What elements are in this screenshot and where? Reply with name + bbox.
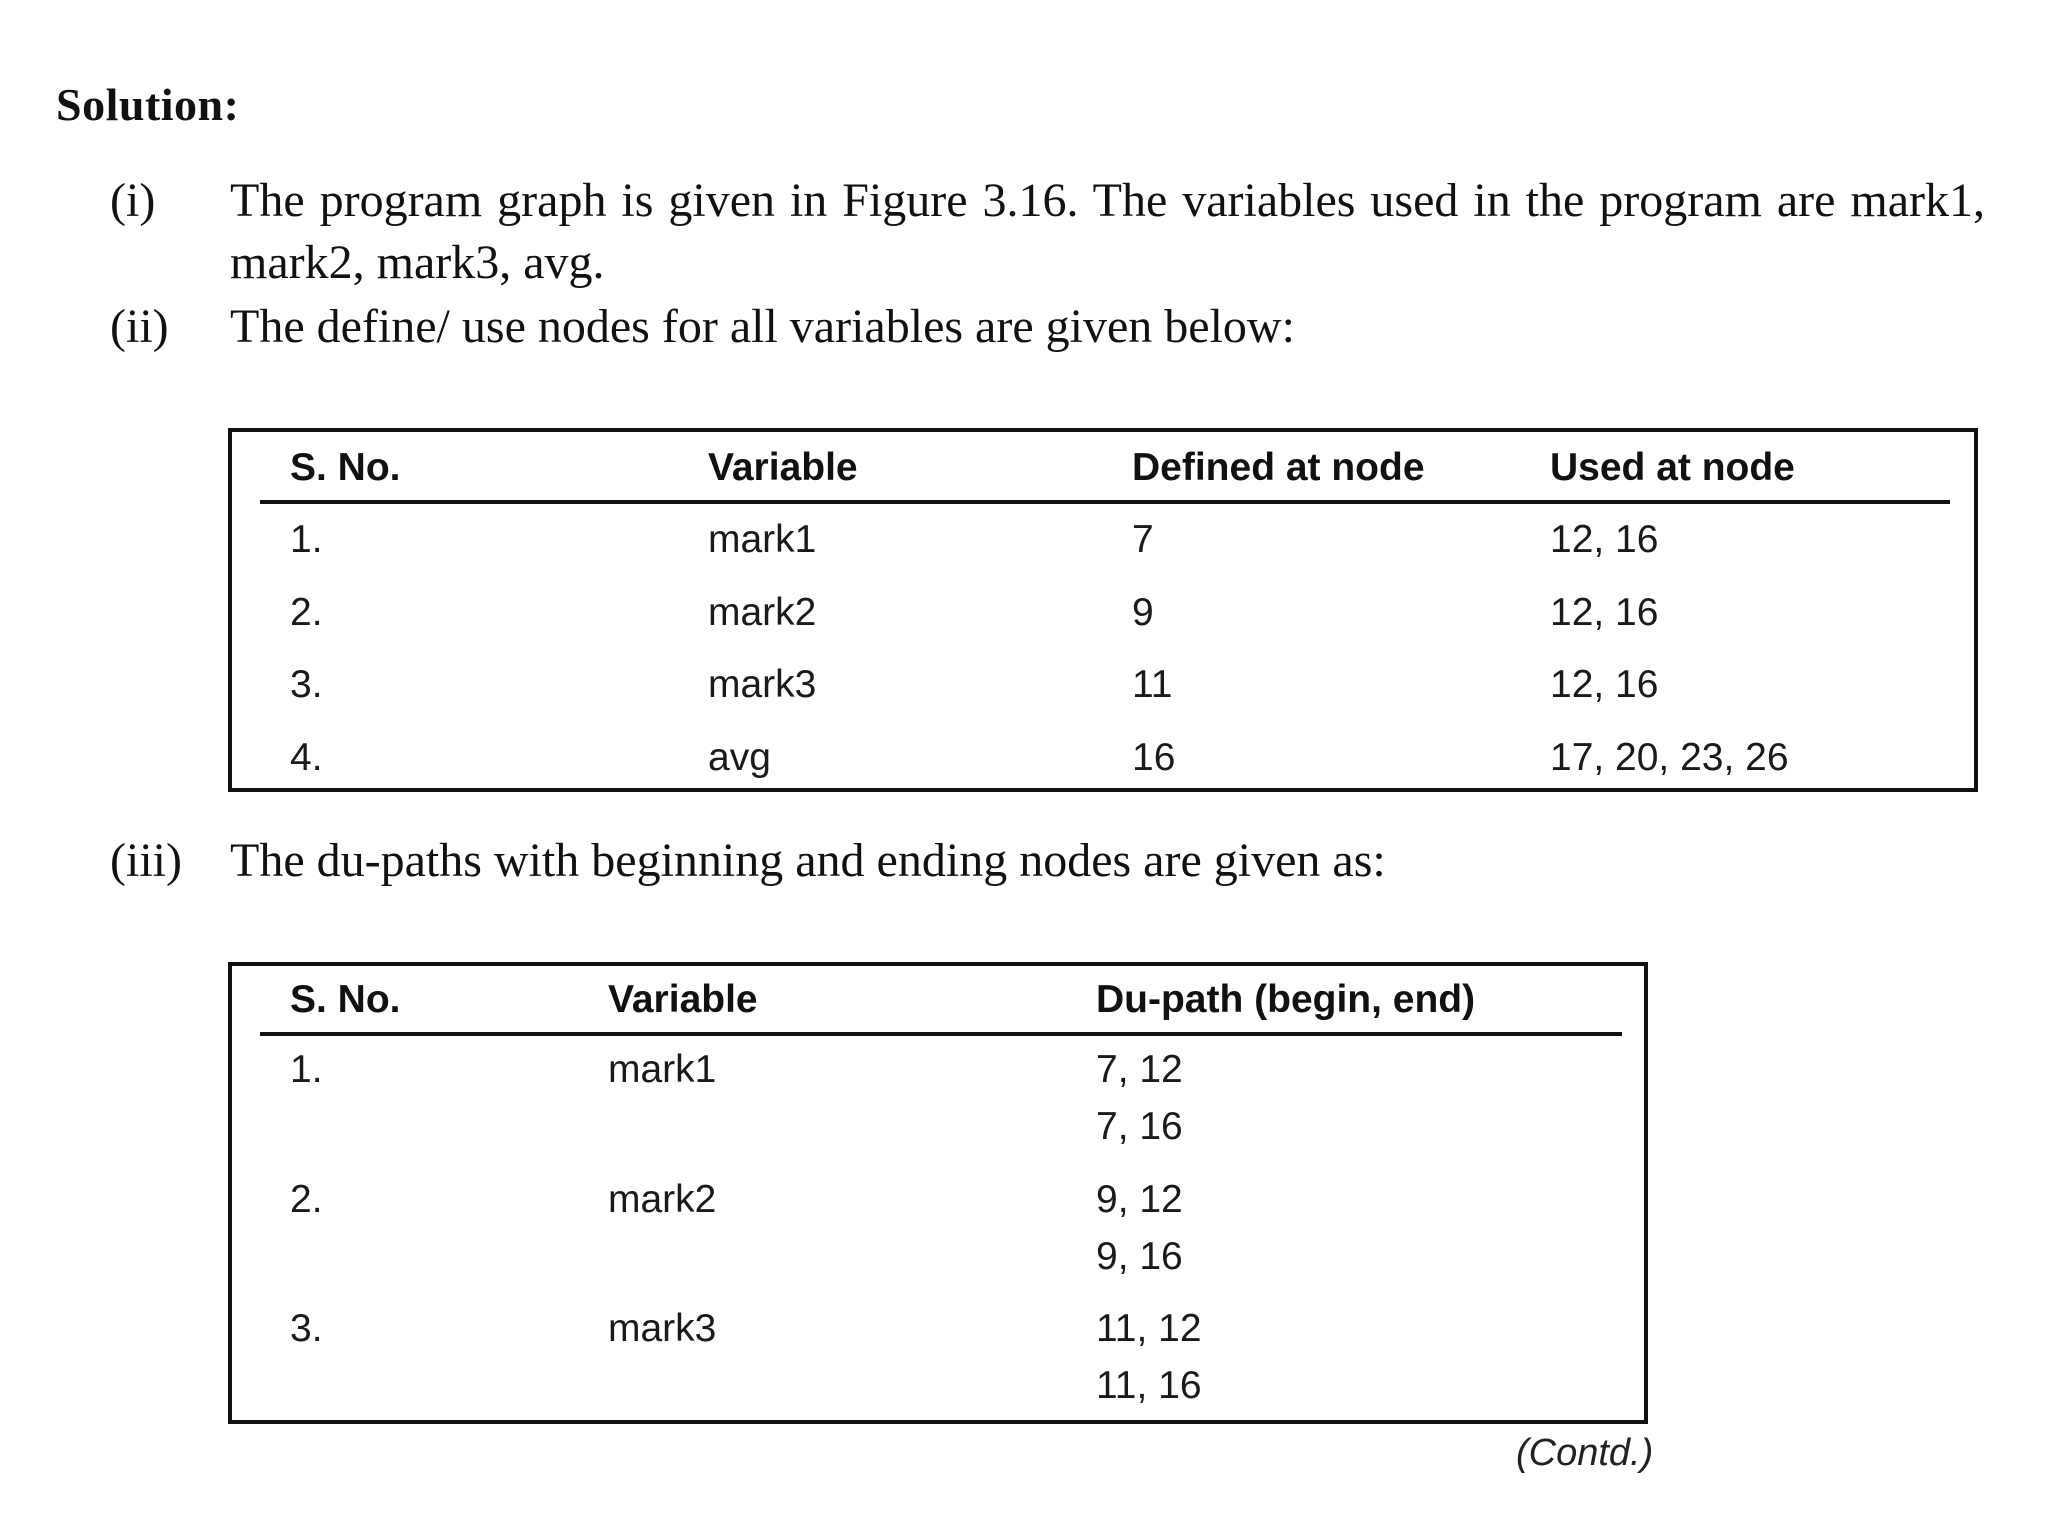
- header-variable: Variable: [708, 446, 858, 489]
- continued-label: (Contd.): [1516, 1432, 1654, 1474]
- header-rule: [260, 1032, 1622, 1036]
- header-defined-at-node: Defined at node: [1132, 446, 1425, 489]
- solution-heading: Solution:: [56, 79, 240, 130]
- table-cell-sno: 2.: [290, 591, 323, 634]
- table-cell-du-path: 7, 12: [1096, 1048, 1183, 1091]
- header-variable: Variable: [608, 978, 758, 1021]
- du-path-table: [228, 962, 1648, 1424]
- table-cell-du-path: 9, 12: [1096, 1178, 1183, 1221]
- table-cell-variable: mark2: [708, 591, 817, 634]
- list-item-text: The program graph is given in Figure 3.16. The variables used in the program are mark1, mark2, mark3, avg.: [230, 174, 1985, 289]
- list-item-number: (iii): [110, 834, 182, 887]
- table-cell-used: 17, 20, 23, 26: [1550, 736, 1789, 779]
- table-cell-defined: 9: [1132, 591, 1154, 634]
- table-cell-used: 12, 16: [1550, 663, 1659, 706]
- define-use-table: [228, 428, 1978, 792]
- header-du-path: Du-path (begin, end): [1096, 978, 1476, 1021]
- table-cell-sno: 3.: [290, 1307, 323, 1350]
- list-item-number: (i): [110, 174, 156, 227]
- table-cell-defined: 16: [1132, 736, 1176, 779]
- table-cell-sno: 3.: [290, 663, 323, 706]
- table-cell-sno: 1.: [290, 1048, 323, 1091]
- table-cell-variable: avg: [708, 736, 771, 779]
- table-cell-sno: 2.: [290, 1178, 323, 1221]
- list-item-i: [110, 170, 1990, 300]
- table-cell-du-path: 9, 16: [1096, 1235, 1183, 1278]
- list-item-text: The define/ use nodes for all variables are given below:: [230, 300, 1295, 353]
- table-cell-du-path: 11, 16: [1096, 1364, 1202, 1407]
- table-cell-variable: mark3: [708, 663, 817, 706]
- table-cell-variable: mark3: [608, 1307, 717, 1350]
- table-cell-variable: mark1: [608, 1048, 717, 1091]
- table-cell-defined: 11: [1132, 663, 1173, 706]
- table-cell-variable: mark1: [708, 518, 817, 561]
- table-cell-defined: 7: [1132, 518, 1154, 561]
- list-item-ii: [110, 296, 1990, 360]
- table-cell-du-path: 7, 16: [1096, 1105, 1183, 1148]
- header-rule: [260, 500, 1950, 504]
- list-item-iii: [110, 830, 1990, 894]
- list-item-text: The du-paths with beginning and ending nodes are given as:: [230, 834, 1386, 887]
- table-cell-sno: 4.: [290, 736, 323, 779]
- header-sno: S. No.: [290, 978, 401, 1021]
- list-item-number: (ii): [110, 300, 169, 353]
- table-cell-used: 12, 16: [1550, 518, 1659, 561]
- table-cell-sno: 1.: [290, 518, 323, 561]
- table-cell-du-path: 11, 12: [1096, 1307, 1202, 1350]
- table-cell-used: 12, 16: [1550, 591, 1659, 634]
- table-cell-variable: mark2: [608, 1178, 717, 1221]
- header-used-at-node: Used at node: [1550, 446, 1795, 489]
- header-sno: S. No.: [290, 446, 401, 489]
